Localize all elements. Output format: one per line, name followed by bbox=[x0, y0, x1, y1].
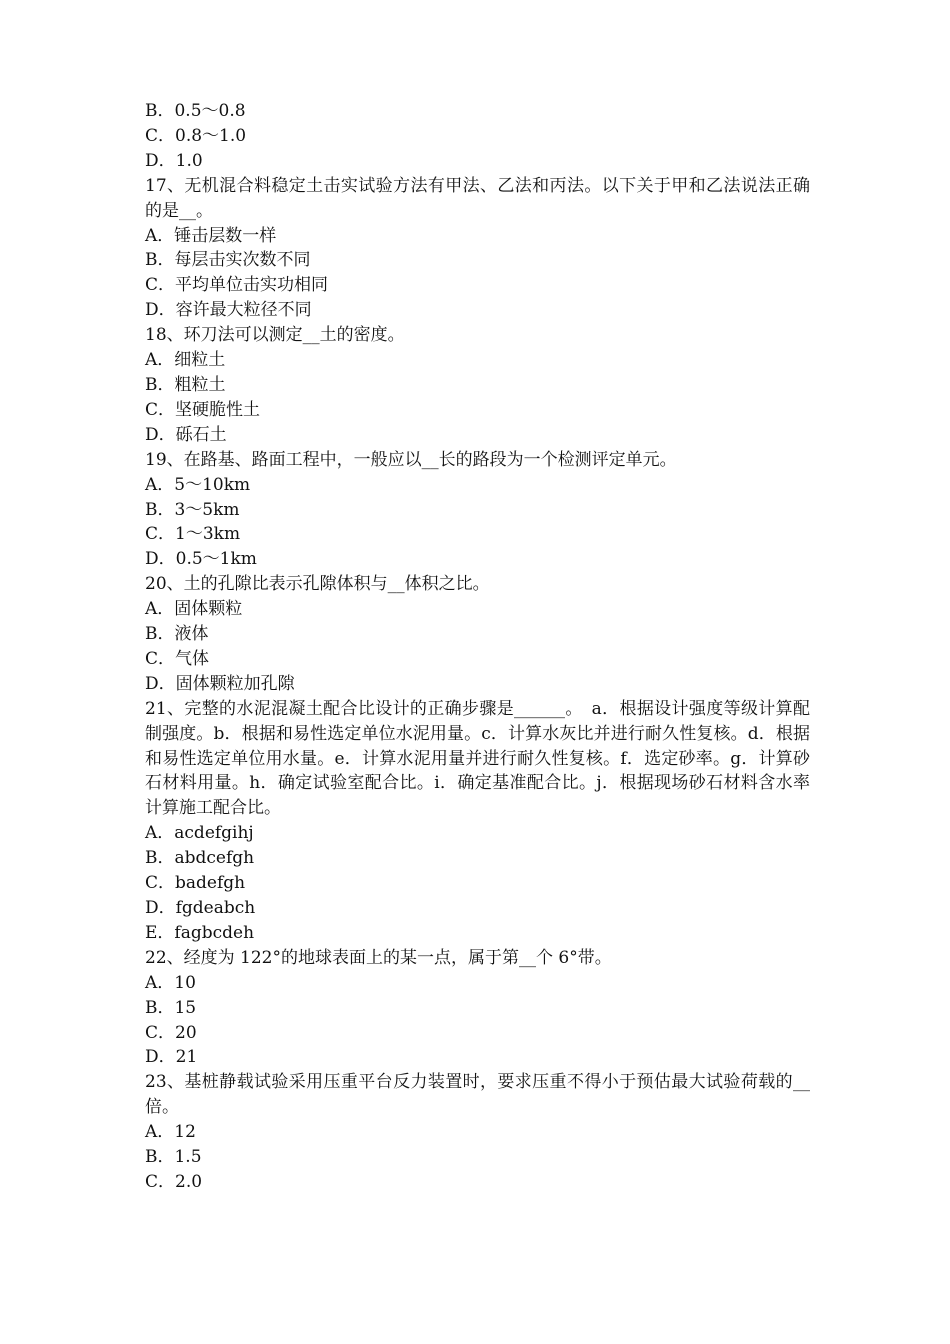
option-line: A．5～10km bbox=[145, 474, 251, 495]
option-line: C．20 bbox=[145, 1022, 197, 1043]
option-line: C．2.0 bbox=[145, 1171, 203, 1192]
question-text: 20、土的孔隙比表示孔隙体积与__体积之比。 bbox=[145, 574, 490, 595]
option-line: A．acdefgihj bbox=[145, 823, 254, 844]
question-text: 23、基桩静载试验采用压重平台反力装置时，要求压重不得小于预估最大试验荷载的__倍。 bbox=[145, 1072, 810, 1118]
option-line: D．固体颗粒加孔隙 bbox=[145, 673, 295, 694]
option-line: B．abdcefgh bbox=[145, 848, 255, 869]
option-line: C．气体 bbox=[145, 648, 210, 669]
option-line: D．21 bbox=[145, 1047, 198, 1068]
option-line: D．容许最大粒径不同 bbox=[145, 300, 312, 321]
option-line: D．砾石土 bbox=[145, 424, 227, 445]
option-line: B．每层击实次数不同 bbox=[145, 250, 311, 271]
option-line: A．12 bbox=[145, 1122, 196, 1143]
document-page bbox=[145, 99, 810, 1195]
option-line: E．fagbcdeh bbox=[145, 922, 255, 943]
option-line: B．1.5 bbox=[145, 1147, 202, 1168]
question-text: 17、无机混合料稳定土击实试验方法有甲法、乙法和丙法。以下关于甲和乙法说法正确的是__。 bbox=[145, 175, 810, 221]
option-line: A．10 bbox=[145, 972, 196, 993]
option-line: C．坚硬脆性土 bbox=[145, 399, 261, 420]
option-line: A．固体颗粒 bbox=[145, 599, 243, 620]
option-line: D．fgdeabch bbox=[145, 898, 256, 918]
option-line: C．平均单位击实功相同 bbox=[145, 275, 329, 296]
option-line: A．细粒土 bbox=[145, 350, 226, 371]
option-line: A．锤击层数一样 bbox=[145, 225, 277, 246]
question-text: 22、经度为 122°的地球表面上的某一点，属于第__个 6°带。 bbox=[145, 947, 612, 968]
option-line: D．0.5～1km bbox=[145, 549, 257, 570]
option-line: B．15 bbox=[145, 997, 197, 1018]
option-line: D．1.0 bbox=[145, 150, 203, 171]
option-line: B．0.5～0.8 bbox=[145, 101, 246, 121]
option-line: B．3～5km bbox=[145, 499, 240, 520]
option-line: C．1～3km bbox=[145, 524, 241, 545]
question-text: 19、在路基、路面工程中，一般应以__长的路段为一个检测评定单元。 bbox=[145, 449, 677, 470]
option-line: C．0.8～1.0 bbox=[145, 125, 247, 146]
option-line: B．粗粒土 bbox=[145, 374, 226, 395]
option-line: B．液体 bbox=[145, 624, 209, 645]
question-text: 18、环刀法可以测定__土的密度。 bbox=[145, 325, 405, 346]
option-line: C．badefgh bbox=[145, 873, 246, 894]
question-text: 21、完整的水泥混凝土配合比设计的正确步骤是______。 a．根据设计强度等级计算配制强度。b．根据和易性选定单位水泥用量。c．计算水灰比并进行耐久性复核。d．根据和易性选定单位用水量。e．计算水泥用量并进行耐久性复核。f．选定砂率。g．计算砂石材料用量。h．确定试验室配合比。i．确定基准配合比。j．根据现场砂石材料含水率计算施工配合比。 bbox=[145, 698, 810, 819]
